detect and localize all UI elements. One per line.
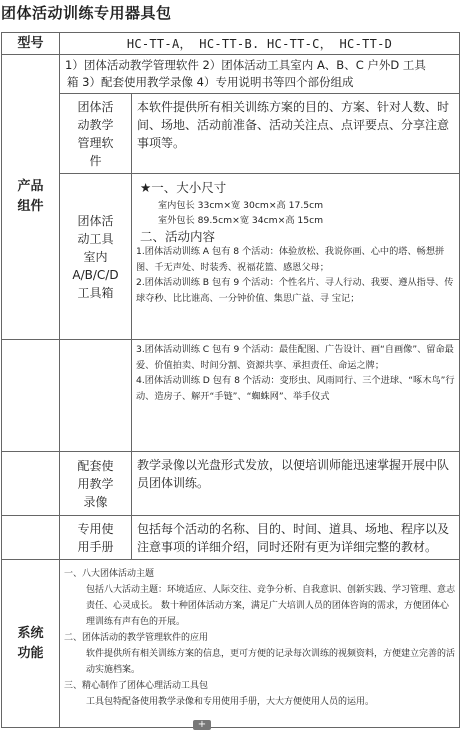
features-label-line2: 功能 bbox=[17, 645, 44, 661]
empty-sub-cell bbox=[60, 340, 132, 452]
page-title: 团体活动训练专用器具包 bbox=[1, 4, 172, 22]
content-heading: 二、活动内容 bbox=[140, 228, 216, 244]
toolbox-label-line2: 动工具 bbox=[77, 231, 114, 246]
activity-item-3: 3.团体活动训练 C 包有 9 个活动：最佳配图、广告设计、画“自画像”、留命最爱、价值拍卖、时间分割、资源共享、承担责任、命运之牌； bbox=[136, 344, 454, 371]
video-label-line1: 配套使 bbox=[77, 458, 114, 473]
software-label-line1: 团体活 bbox=[77, 99, 114, 114]
video-label bbox=[60, 452, 132, 516]
toolbox-continued-row bbox=[2, 340, 460, 452]
empty-video-label-cell bbox=[2, 452, 60, 516]
model-value: HC-TT-A， HC-TT-B. HC-TT-C， HC-TT-D bbox=[60, 33, 460, 55]
plus-icon[interactable]: + bbox=[193, 720, 211, 730]
manual-label-line2: 用手册 bbox=[77, 539, 114, 554]
components-label bbox=[2, 55, 60, 340]
components-intro-line2: 箱 3）配套使用教学录像 4）专用说明书等四个部份组成 bbox=[67, 75, 354, 89]
empty-manual-label-cell bbox=[2, 516, 60, 560]
toolbox-label-line3: 室内 bbox=[83, 249, 108, 264]
components-intro-row bbox=[2, 55, 460, 94]
model-label: 型号 bbox=[2, 33, 60, 55]
feature-1-title: 一、八大团体活动主题 bbox=[64, 569, 155, 579]
software-label bbox=[60, 94, 132, 174]
feature-3-title: 三、精心制作了团体心理活动工具包 bbox=[64, 681, 209, 691]
feature-1-body: 包括八大活动主题：环境适应、人际交往、竞争分析、自我意识、创新实践、学习管理、意志责任、心灵成长。 数十种团体活动方案，满足广大培训人员的团体咨询的需求，方便团体心理训练有声有色的开展。 bbox=[86, 585, 456, 627]
manual-label bbox=[60, 516, 132, 560]
software-label-line4: 件 bbox=[89, 153, 102, 168]
software-text: 本软件提供所有相关训练方案的目的、方案、针对人数、时间、场地、活动前准备、活动关注点、点评要点、分享注意事项等。 bbox=[132, 94, 460, 174]
toolbox-label-line1: 团体活 bbox=[77, 213, 114, 228]
software-label-line2: 动教学 bbox=[77, 117, 114, 132]
video-label-line2: 用教学 bbox=[77, 476, 114, 491]
video-row bbox=[2, 452, 460, 516]
activity-item-4: 4.团体活动训练 D 包有 8 个活动：变形虫、风雨同行、三个进球、“啄木鸟”行动、造房子、解开“手链”、“蜘蛛网”、举手仪式 bbox=[136, 375, 455, 402]
toolbox-row bbox=[2, 174, 460, 340]
toolbox-part2 bbox=[132, 340, 460, 452]
toolbox-label-line5: 工具箱 bbox=[77, 285, 114, 300]
components-label-line1: 产品 bbox=[17, 179, 44, 194]
model-row bbox=[2, 33, 460, 55]
feature-3-body: 工具包特配备使用教学录像和专用使用手册，大大方便使用人员的运用。 bbox=[86, 697, 375, 707]
features-row bbox=[2, 560, 460, 728]
software-row bbox=[2, 94, 460, 174]
components-label-line2: 组件 bbox=[17, 199, 44, 214]
manual-row bbox=[2, 516, 460, 560]
feature-2-body: 软件提供所有相关训练方案的信息，更可方便的记录每次训练的视频资料，方便建立完善的活动实施档案。 bbox=[86, 649, 456, 675]
outdoor-size: 室外包长 89.5cm×宽 34cm×高 15cm bbox=[158, 215, 324, 226]
manual-text: 包括每个活动的名称、目的、时间、道具、场地、程序以及注意事项的详细介绍，同时还附有更为详细完整的教材。 bbox=[132, 516, 460, 560]
toolbox-label-line4: A/B/C/D bbox=[72, 267, 119, 282]
feature-2-title: 二、团体活动的教学管理软件的应用 bbox=[64, 633, 209, 643]
features-content bbox=[60, 560, 460, 728]
product-table bbox=[1, 32, 460, 728]
toolbox-part1 bbox=[132, 174, 460, 340]
components-intro bbox=[60, 55, 460, 94]
empty-label-cell bbox=[2, 340, 60, 452]
components-intro-line1: 1）团体活动教学管理软件 2）团体活动工具室内 A、B、C 户外D 工具 bbox=[65, 58, 426, 72]
features-label-line1: 系统 bbox=[17, 625, 44, 641]
toolbox-label bbox=[60, 174, 132, 340]
software-label-line3: 管理软 bbox=[77, 135, 114, 150]
indoor-size: 室内包长 33cm×宽 30cm×高 17.5cm bbox=[158, 199, 324, 211]
activity-item-2: 2.团体活动训练 B 包有 9 个活动：个性名片、寻人行动、我要、遵从指导、传球夺秒、比比谁高、一分钟价值、集思广益、寻 宝记； bbox=[136, 277, 454, 304]
video-text: 教学录像以光盘形式发放，以便培训师能迅速掌握开展中队员团体训练。 bbox=[132, 452, 460, 516]
video-label-line3: 录像 bbox=[83, 494, 108, 509]
manual-label-line1: 专用使 bbox=[77, 521, 114, 536]
size-heading: ★一、大小尺寸 bbox=[140, 180, 227, 195]
activity-item-1: 1.团体活动训练 A 包有 8 个活动：体验放松、我说你画、心中的塔、畅想拼图、千无声处、时装秀、祝福花篮、感恩父母； bbox=[136, 246, 445, 273]
features-label bbox=[2, 560, 60, 728]
